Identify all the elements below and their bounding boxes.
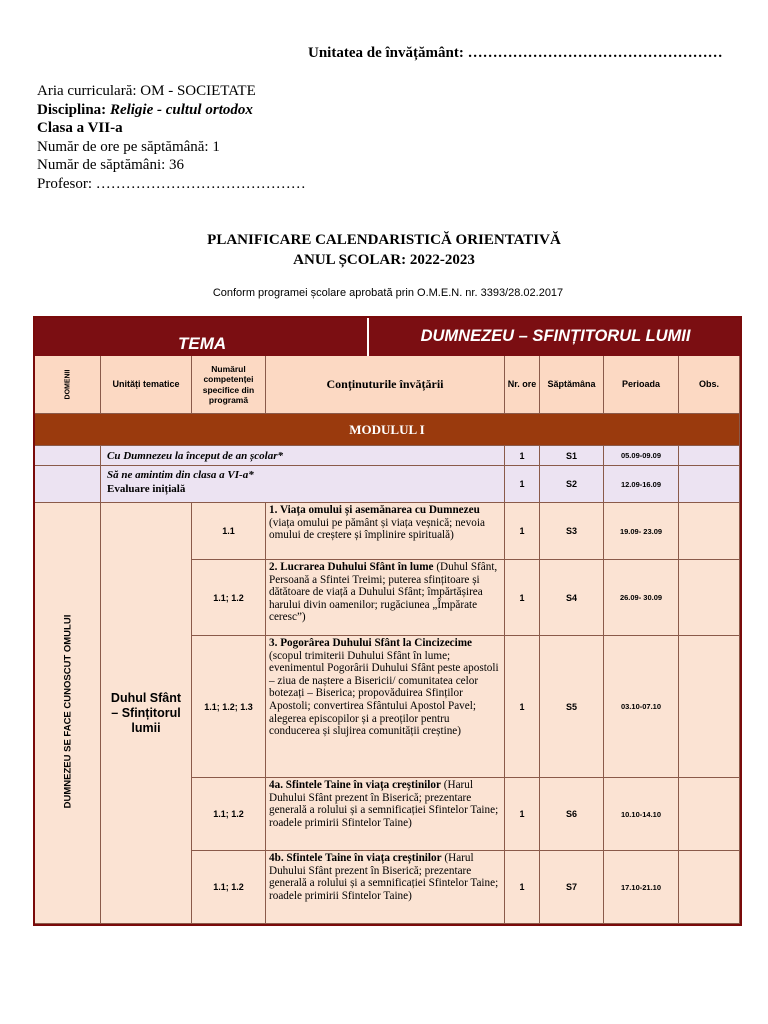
row-1-competente: 1.1 [192, 503, 266, 560]
domeniu-text: DUMNEZEU SE FACE CUNOSCUT OMULUI [62, 614, 74, 809]
row-3-content: 3. Pogorârea Duhului Sfânt la Cincizecime (scopul trimiterii Duhului Sfânt în lume; evenimentul Pogorârii Duhului Sfânt peste apostoli – ziua de naștere a Bisericii/ comunitatea celor botezați – Biserica; propovăduirea Sfinților Apostoli; convertirea Sfântului Apostol Pavel; alegerea episcopilor și a preoților pentru conducerea și slujirea comunității creștine) [266, 636, 505, 778]
row-4-sapt: S6 [540, 778, 604, 851]
doc-title: PLANIFICARE CALENDARISTICĂ ORIENTATIVĂ [207, 232, 561, 248]
row-2-competente: 1.1; 1.2 [192, 560, 266, 636]
intro-row-1-perioada: 05.09-09.09 [604, 446, 679, 466]
row-2-ore: 1 [505, 560, 540, 636]
row-5-sapt: S7 [540, 851, 604, 924]
intro-row-2-ore: 1 [505, 466, 540, 503]
row-4-perioada: 10.10-14.10 [604, 778, 679, 851]
row-2-sapt: S4 [540, 560, 604, 636]
row-1-sapt: S3 [540, 503, 604, 560]
row-4-ore: 1 [505, 778, 540, 851]
row-3-perioada: 03.10-07.10 [604, 636, 679, 778]
row-1-content: 1. Viața omului și asemănarea cu Dumnezeu (viața omului pe pământ și viața veșnică; nevoia omului de creștere și împlinire spirituală) [266, 503, 505, 560]
intro-row-1-content: Cu Dumnezeu la început de an școlar* [101, 446, 505, 466]
ore-pe-saptamana: Număr de ore pe săptămână: 1 [37, 138, 220, 155]
disciplina: Disciplina: Religie - cultul ortodox [37, 101, 253, 118]
col-unitati: Unități tematice [101, 356, 192, 414]
row-3-competente: 1.1; 1.2; 1.3 [192, 636, 266, 778]
tema-value: DUMNEZEU – SFINȚITORUL LUMII [420, 326, 691, 345]
row-5-perioada: 17.10-21.10 [604, 851, 679, 924]
intro-row-2-sapt: S2 [540, 466, 604, 503]
tema-row [35, 318, 740, 356]
row-5-content: 4b. Sfintele Taine în viața creștinilor (Harul Duhului Sfânt prezent în Biserică; prezentare generală a rolului și a semnificației Sfintelor Taine; roadele primirii Sfintelor Taine) [266, 851, 505, 924]
doc-subtitle: ANUL ȘCOLAR: 2022-2023 [293, 252, 475, 268]
col-saptamana: Săptămâna [540, 356, 604, 414]
row-5-competente: 1.1; 1.2 [192, 851, 266, 924]
course-meta [37, 82, 306, 194]
planning-table [33, 316, 742, 926]
domeniu-cell [35, 503, 101, 924]
col-domenii: DOMENII [35, 356, 101, 414]
row-3-ore: 1 [505, 636, 540, 778]
intro-row-1-ore: 1 [505, 446, 540, 466]
col-nr-ore: Nr. ore [505, 356, 540, 414]
module-row: MODULUL I [35, 414, 740, 446]
col-obs: Obs. [679, 356, 740, 414]
intro-row-2-content: Să ne amintim din clasa a VI-a* Evaluare inițială [101, 466, 505, 503]
col-continuturi: Conținuturile învățării [266, 356, 505, 414]
row-2-content: 2. Lucrarea Duhului Sfânt în lume (Duhul Sfânt, Persoană a Sfintei Treimi; puterea sfințitoare și dătătoare de viață a Duhului Sfânt; împărtășirea harului divin oamenilor; rugăciunea „Împărate ceresc”) [266, 560, 505, 636]
aria-curriculara: Aria curriculară: OM - SOCIETATE [37, 83, 256, 99]
row-5-ore: 1 [505, 851, 540, 924]
intro-row-1-sapt: S1 [540, 446, 604, 466]
unitate-invatamant: Unitatea de învățământ: …………………………………………… [308, 45, 723, 61]
row-1-ore: 1 [505, 503, 540, 560]
row-3-sapt: S5 [540, 636, 604, 778]
intro-row-2-perioada: 12.09-16.09 [604, 466, 679, 503]
row-2-perioada: 26.09- 30.09 [604, 560, 679, 636]
conform-note: Conform programei școlare aprobată prin O.M.E.N. nr. 3393/28.02.2017 [212, 287, 564, 299]
profesor: Profesor: …………………………………… [37, 175, 306, 192]
col-numarul: Numărul competenței specifice din programă [192, 356, 266, 414]
unitate-tematica: Duhul Sfânt – Sfințitorul lumii [101, 503, 192, 924]
clasa: Clasa a VII-a [37, 120, 123, 137]
row-1-perioada: 19.09- 23.09 [604, 503, 679, 560]
row-4-competente: 1.1; 1.2 [192, 778, 266, 851]
numar-saptamani: Număr de săptămâni: 36 [37, 157, 185, 174]
row-4-content: 4a. Sfintele Taine în viața creștinilor (Harul Duhului Sfânt prezent în Biserică; prezentare generală a rolului și a semnificației Sfintelor Taine; roadele primirii Sfintelor Taine) [266, 778, 505, 851]
col-perioada: Perioada [604, 356, 679, 414]
tema-label: TEMA [35, 318, 369, 356]
